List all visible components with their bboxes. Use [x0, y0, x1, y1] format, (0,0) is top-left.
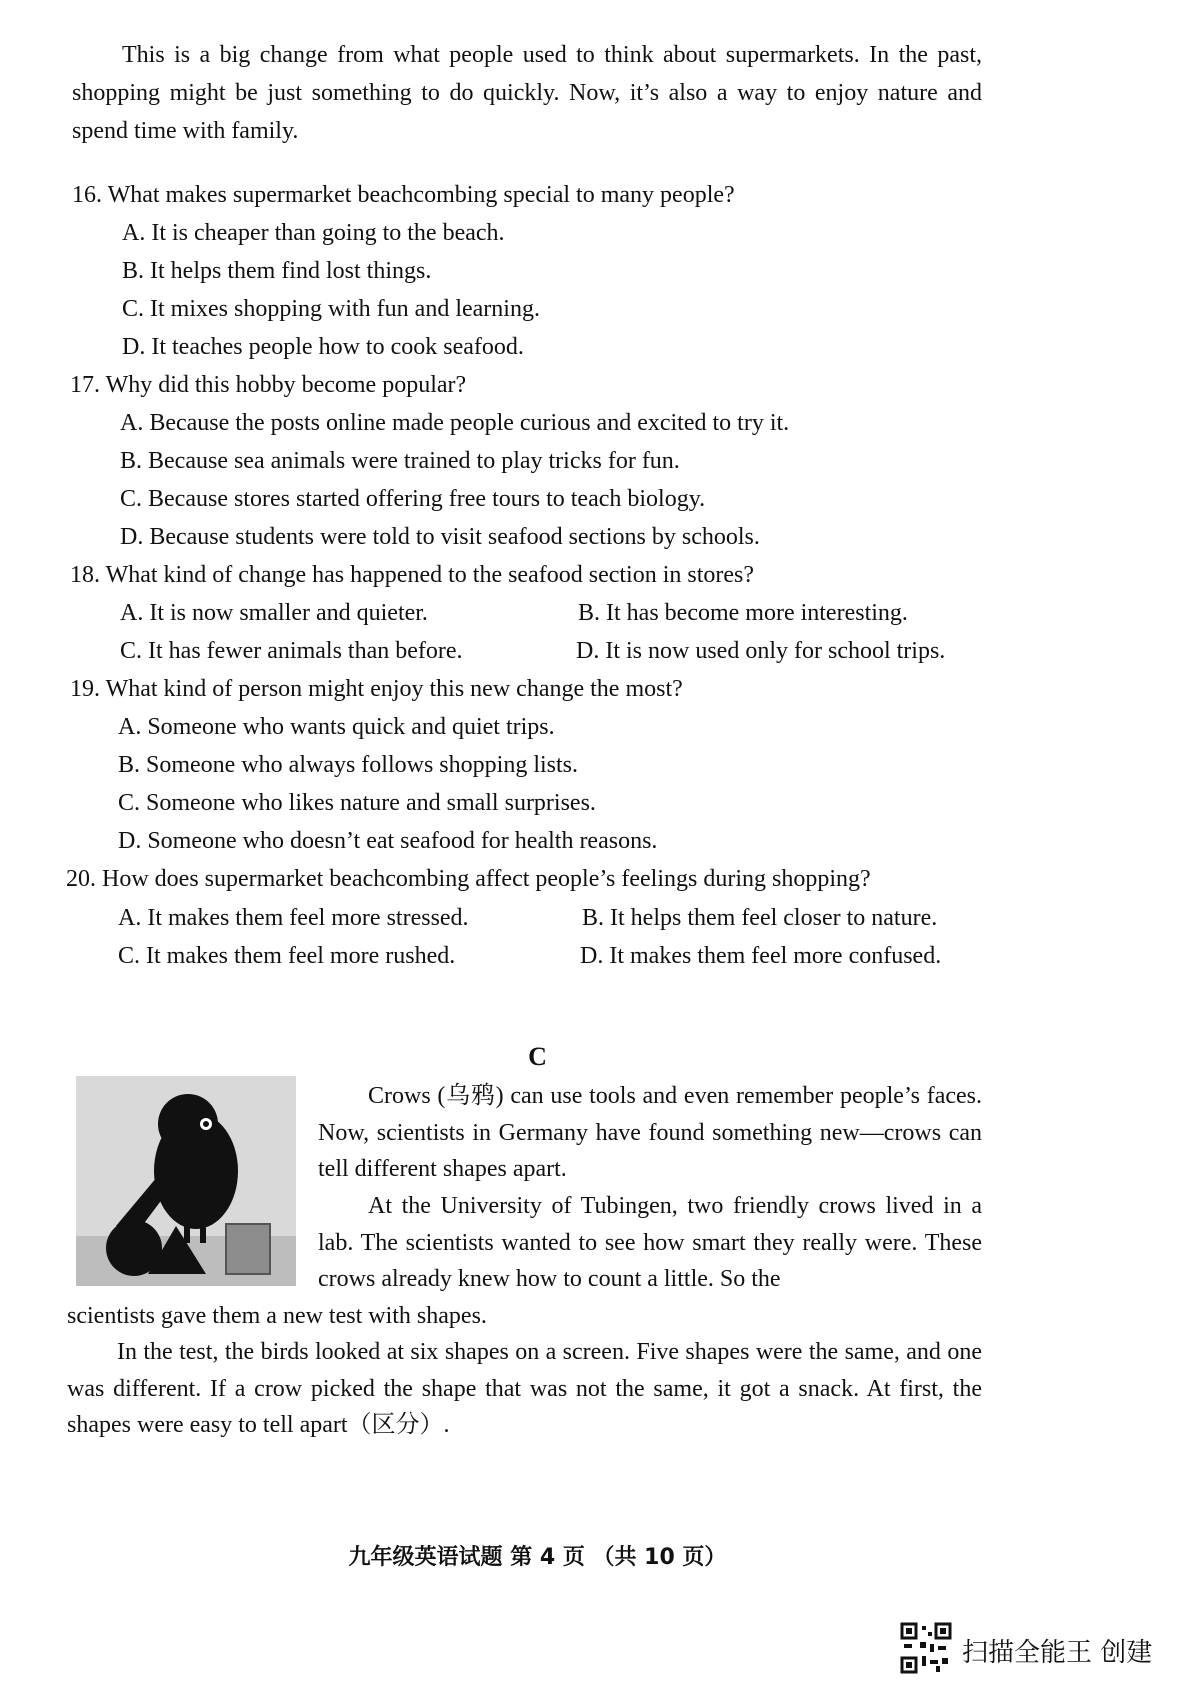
question-16-option-c: C. It mixes shopping with fun and learning. — [122, 296, 540, 322]
question-16-option-a: A. It is cheaper than going to the beach. — [122, 220, 505, 246]
question-19-stem: 19. What kind of person might enjoy this new change the most? — [70, 676, 683, 702]
question-20-option-b: B. It helps them feel closer to nature. — [582, 905, 938, 931]
question-16-stem: 16. What makes supermarket beachcombing special to many people? — [72, 182, 735, 208]
question-19-option-d: D. Someone who doesn’t eat seafood for health reasons. — [118, 828, 658, 854]
question-20-option-d: D. It makes them feel more confused. — [580, 943, 942, 969]
question-20-option-a: A. It makes them feel more stressed. — [118, 905, 469, 931]
question-18-option-c: C. It has fewer animals than before. — [120, 638, 463, 664]
question-16-option-b: B. It helps them find lost things. — [122, 258, 432, 284]
question-18-option-d: D. It is now used only for school trips. — [576, 638, 946, 664]
question-18-option-a: A. It is now smaller and quieter. — [120, 600, 428, 626]
question-20-stem: 20. How does supermarket beachcombing affect people’s feelings during shopping? — [66, 866, 871, 892]
question-17-option-d: D. Because students were told to visit seafood sections by schools. — [120, 524, 760, 550]
question-19-option-a: A. Someone who wants quick and quiet trips. — [118, 714, 555, 740]
watermark-text: 扫描全能王 创建 — [962, 1638, 1153, 1668]
question-17-stem: 17. Why did this hobby become popular? — [70, 372, 467, 398]
question-17-option-b: B. Because sea animals were trained to play tricks for fun. — [120, 448, 680, 474]
page-footer: 九年级英语试题 第 4 页 （共 10 页） — [348, 1545, 727, 1570]
scanner-watermark — [900, 1622, 1170, 1674]
qr-code-icon — [900, 1622, 952, 1674]
section-c-paragraph-1: Crows (乌鸦) can use tools and even remember people’s faces. Now, scientists in Germany have found something new—crows can tell different shapes apart. — [318, 1083, 982, 1182]
section-c-heading: C — [528, 1042, 547, 1071]
question-19-option-b: B. Someone who always follows shopping lists. — [118, 752, 578, 778]
question-18-option-b: B. It has become more interesting. — [578, 600, 908, 626]
question-17-option-c: C. Because stores started offering free tours to teach biology. — [120, 486, 706, 512]
crow-photo-icon — [76, 1076, 296, 1286]
intro-paragraph: This is a big change from what people used to think about supermarkets. In the past, shopping might be just something to do quickly. Now, it’s also a way to enjoy nature and spend time with family. — [72, 42, 982, 144]
question-19-option-c: C. Someone who likes nature and small surprises. — [118, 790, 596, 816]
question-20-option-c: C. It makes them feel more rushed. — [118, 943, 456, 969]
section-c-paragraph-2: At the University of Tubingen, two friendly crows lived in a lab. The scientists wanted to see how smart they really were. These crows already knew how to count a little. So the — [318, 1193, 982, 1292]
crow-illustration — [76, 1076, 296, 1286]
question-17-option-a: A. Because the posts online made people curious and excited to try it. — [120, 410, 790, 436]
section-c-paragraph-2-continued: scientists gave them a new test with shapes. — [67, 1303, 487, 1329]
section-c-paragraph-3: In the test, the birds looked at six shapes on a screen. Five shapes were the same, and one was different. If a crow picked the shape that was not the same, it got a snack. At first, the shapes were easy to tell apart（区分）. — [67, 1339, 982, 1438]
question-18-stem: 18. What kind of change has happened to the seafood section in stores? — [70, 562, 755, 588]
question-16-option-d: D. It teaches people how to cook seafood. — [122, 334, 524, 360]
